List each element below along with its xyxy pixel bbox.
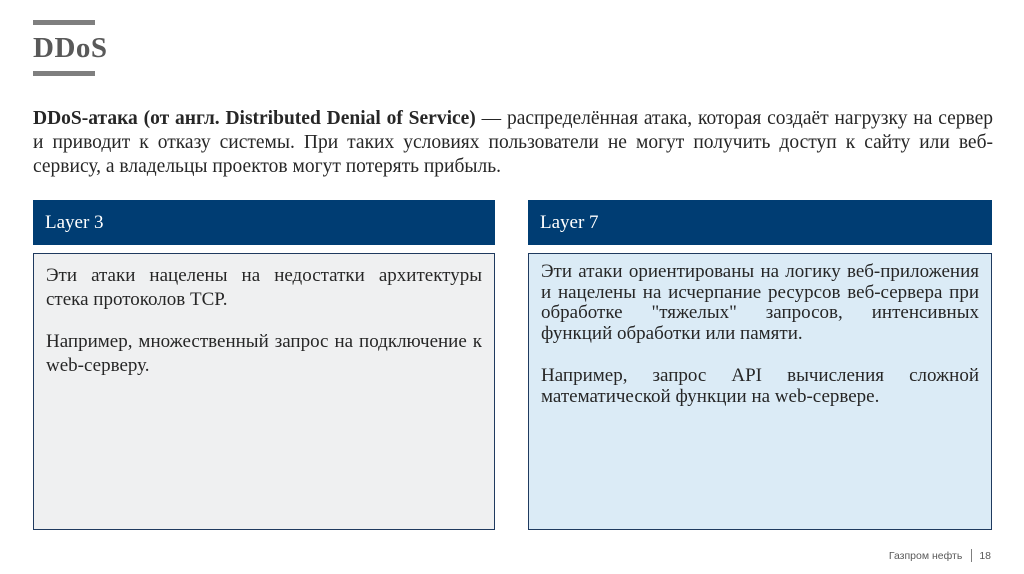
card-layer-3 (33, 200, 495, 530)
card-layer-7-paragraph-2: Например, запрос API вычисления сложной математической функции на web-сервере. (541, 365, 979, 407)
footer-separator (971, 549, 972, 562)
card-layer-7-paragraph-1: Эти атаки ориентированы на логику веб-приложения и нацелены на исчерпание ресурсов веб-сервера при обработке "тяжелых" запросов, интенсивных функций обработки или памяти. (541, 261, 979, 344)
card-layer-3-paragraph-1: Эти атаки нацелены на недостатки архитектуры стека протоколов TCP. (46, 265, 482, 310)
page-number: 18 (979, 549, 991, 562)
card-header-layer-3: Layer 3 (33, 200, 495, 245)
card-layer-7 (528, 200, 992, 530)
title-block (33, 20, 108, 76)
footer-company: Газпром нефть (888, 549, 963, 562)
card-body-layer-3 (33, 253, 495, 530)
card-layer-3-paragraph-2: Например, множественный запрос на подключение к web-серверу. (46, 331, 482, 376)
title-bar-top (33, 20, 95, 25)
card-header-layer-7: Layer 7 (528, 200, 992, 245)
slide-title: DDoS (33, 32, 108, 64)
intro-definition: — распределённая атака, которая создаёт нагрузку на сервер и приводит к отказу системы. При таких условиях пользователи не могут получить доступ к сайту или веб-сервису, а владельцы проектов могут потерять прибыль. (33, 108, 993, 177)
title-bar-bottom (33, 71, 95, 76)
slide-footer (889, 549, 991, 562)
intro-paragraph (33, 107, 993, 179)
card-body-layer-7 (528, 253, 992, 530)
intro-term: DDoS-атака (от англ. Distributed Denial of Service) (33, 108, 476, 129)
